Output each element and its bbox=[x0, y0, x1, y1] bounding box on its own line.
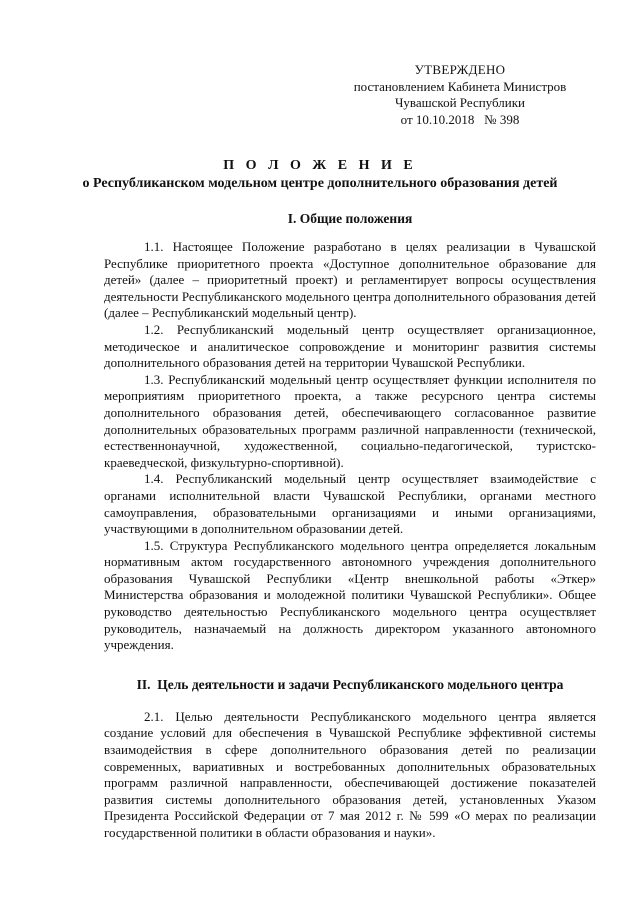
approval-heading: УТВЕРЖДЕНО bbox=[414, 62, 506, 77]
section-heading-2: II. Цель деятельности и задачи Республиканского модельного центра bbox=[136, 676, 564, 692]
approval-line-republic: Чувашской Республики bbox=[394, 95, 526, 110]
paragraph-1-5: 1.5. Структура Республиканского модельного центра определяется локальным нормативным актом государственного автономного учреждения дополнительного образования Чувашской Республики «Центр внешкольной работы «Эткер» Министерства образования и молодежной политики Чувашской Республики». Общее руководство деятельностью Республиканского модельного центра осуществляет руководитель, назначаемый на должность директором указанного автономного учреждения. bbox=[104, 537, 596, 653]
paragraph-1-3: 1.3. Республиканский модельный центр осуществляет функции исполнителя по мероприятиям приоритетного проекта, а также ресурсного центра системы дополнительного образования детей, обеспечивающего согласованное развитие дополнительных образовательных программ различной направленности (технической, естественнонаучной, художественной, социально-педагогической, туристско-краеведческой, физкультурно-спортивной). bbox=[104, 371, 596, 470]
document-title-block bbox=[0, 157, 640, 193]
paragraph-1-4: 1.4. Республиканский модельный центр осуществляет взаимодействие с органами исполнительной власти Чувашской Республики, органами местного самоуправления, образовательными организациями и иными организациями, участвующими в дополнительном образовании детей. bbox=[104, 471, 596, 537]
section-heading-1: I. Общие положения bbox=[287, 211, 413, 226]
document-title: П О Л О Ж Е Н И Е bbox=[223, 158, 417, 173]
paragraph-1-1: 1.1. Настоящее Положение разработано в целях реализации в Чувашской Республике приоритетного проекта «Доступное дополнительное образование для детей» (далее – приоритетный проект) и регламентирует вопросы осуществления деятельности Республиканского модельного центра дополнительного образования детей (далее – Республиканский модельный центр). bbox=[104, 239, 596, 321]
document-subtitle: о Республиканском модельном центре дополнительного образования детей bbox=[82, 176, 558, 191]
paragraph-2-1: 2.1. Целью деятельности Республиканского модельного центра является создание условий для обеспечения в Чувашской Республике эффективной системы взаимодействия в сфере дополнительного образования детей по реализации современных, вариативных и востребованных дополнительных образовательных программ различной направленности, обеспечивающей достижение показателей развития системы дополнительного образования детей, установленных Указом Президента Российской Федерации от 7 мая 2012 г. № 599 «О мерах по реализации государственной политики в области образования и науки». bbox=[104, 708, 596, 840]
approval-line-date-number: от 10.10.2018 № 398 bbox=[400, 111, 520, 127]
document-body bbox=[104, 210, 596, 842]
approval-block bbox=[340, 62, 580, 128]
approval-line-decree: постановлением Кабинета Министров bbox=[353, 78, 567, 94]
paragraph-1-2: 1.2. Республиканский модельный центр осуществляет организационное, методическое и аналитическое сопровождение и мониторинг развития системы дополнительного образования детей на территории Чувашской Республики. bbox=[104, 321, 596, 371]
